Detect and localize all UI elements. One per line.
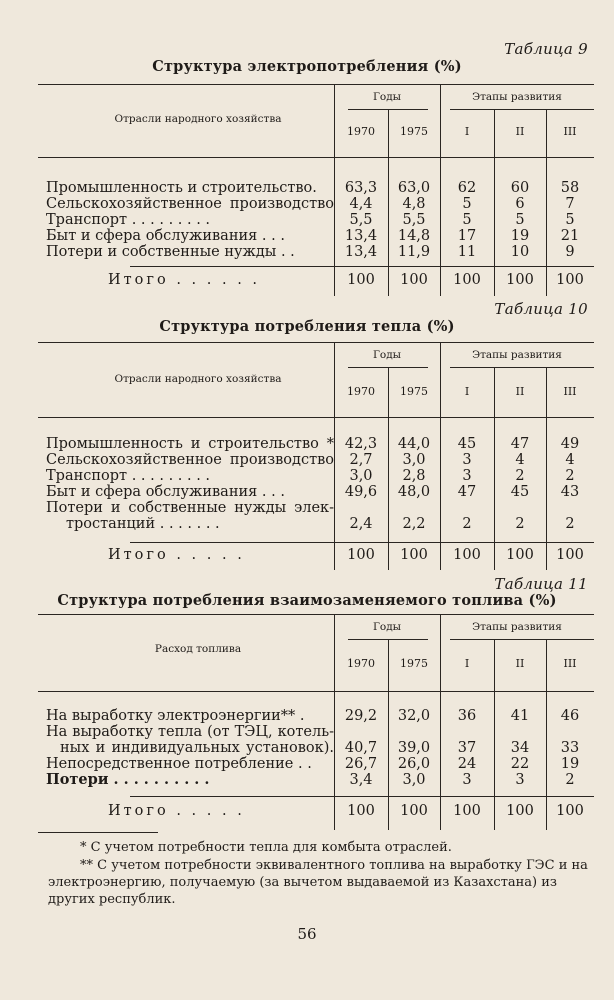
- table-row: Потери и собственные нужды . . 13,4 11,9 11 10 9: [46, 244, 575, 260]
- table-row: Потери и собственные нужды элек-: [46, 500, 334, 516]
- table-9-header: [38, 85, 594, 158]
- table-row: На выработку электроэнергии** . 29,2 32,0 36 41 46: [46, 708, 580, 724]
- table-9-total-row: Итого . . . . . . 100 100 100 100 100: [108, 272, 584, 288]
- table-10-body: [38, 418, 594, 570]
- table-10-group-stages: Этапы развития: [472, 349, 562, 361]
- table-10-col-stage-2: II: [515, 385, 525, 398]
- table-9-group-years: Годы: [372, 91, 402, 103]
- table-11-header: [38, 615, 594, 692]
- table-10: [38, 342, 594, 570]
- table-11-row-header: Расход топлива: [154, 643, 242, 655]
- table-11-body: [38, 692, 594, 830]
- table-11-group-stages: Этапы развития: [472, 621, 562, 633]
- table-row: На выработку тепла (от ТЭЦ, котель-: [46, 724, 334, 740]
- table-11-group-years: Годы: [372, 621, 402, 633]
- table-row: тростанций . . . . . . . 2,4 2,2 2 2 2: [66, 516, 575, 532]
- table-11-col-stage-2: II: [515, 657, 525, 670]
- table-row: Быт и сфера обслуживания . . . 49,6 48,0 47 45 43: [46, 484, 580, 500]
- table-9-col-1970: 1970: [347, 125, 375, 138]
- table-10-label: Таблица 10: [494, 300, 588, 318]
- table-11-col-1970: 1970: [347, 657, 375, 670]
- table-row: Сельскохозяйственное производство 2,7 3,0 3 4 4: [46, 452, 575, 468]
- table-row: Промышленность и строительство. 63,3 63,0 62 60 58: [46, 180, 580, 196]
- table-row: Непосредственное потребление . . 26,7 26,0 24 22 19: [46, 756, 580, 772]
- table-row: Быт и сфера обслуживания . . . 13,4 14,8 17 19 21: [46, 228, 580, 244]
- table-row: ных и индивидуальных установок). 40,7 39,0 37 34 33: [60, 740, 580, 756]
- table-11-col-1975: 1975: [400, 657, 428, 670]
- table-9-label: Таблица 9: [504, 40, 588, 58]
- table-9-group-stages: Этапы развития: [472, 91, 562, 103]
- table-10-row-header: Отрасли народного хозяйства: [114, 373, 282, 385]
- table-9-row-header: Отрасли народного хозяйства: [114, 113, 282, 125]
- footnote-2: ** С учетом потребности эквивалентного топлива на выработку ГЭС и на электроэнергию, получаемую (за вычетом выдаваемой из Казахстана) из других республик.: [48, 858, 588, 907]
- table-10-col-stage-3: III: [563, 385, 577, 398]
- table-10-group-years: Годы: [372, 349, 402, 361]
- table-9-col-stage-1: I: [464, 125, 470, 138]
- table-row: Транспорт . . . . . . . . . 5,5 5,5 5 5 5: [46, 212, 575, 228]
- table-10-col-stage-1: I: [464, 385, 470, 398]
- table-10-total-row: Итого . . . . . 100 100 100 100 100: [108, 547, 584, 563]
- table-9-body: [38, 158, 594, 296]
- table-row: Транспорт . . . . . . . . . 3,0 2,8 3 2 2: [46, 468, 575, 484]
- table-11-col-stage-3: III: [563, 657, 577, 670]
- table-9-col-stage-3: III: [563, 125, 577, 138]
- table-row: Промышленность и строительство * 42,3 44,0 45 47 49: [46, 436, 580, 452]
- table-10-col-1975: 1975: [400, 385, 428, 398]
- table-10-col-1970: 1970: [347, 385, 375, 398]
- table-10-header: [38, 343, 594, 418]
- table-row: Сельскохозяйственное производство 4,4 4,8 5 6 7: [46, 196, 575, 212]
- footnote-1: * С учетом потребности тепла для комбыта отраслей.: [80, 840, 452, 855]
- table-10-title: Структура потребления тепла (%): [159, 318, 455, 335]
- table-11-title: Структура потребления взаимозаменяемого топлива (%): [57, 592, 557, 609]
- table-11-total-row: Итого . . . . . 100 100 100 100 100: [108, 803, 584, 819]
- table-row: Потери . . . . . . . . . . 3,4 3,0 3 3 2: [46, 772, 575, 788]
- table-11-col-stage-1: I: [464, 657, 470, 670]
- page-number: 56: [297, 925, 317, 943]
- table-11: [38, 614, 594, 830]
- table-9-col-1975: 1975: [400, 125, 428, 138]
- table-11-label: Таблица 11: [494, 575, 588, 593]
- table-9-col-stage-2: II: [515, 125, 525, 138]
- table-9-title: Структура электропотребления (%): [152, 58, 462, 75]
- footnote-divider: [38, 832, 158, 833]
- table-9: [38, 84, 594, 296]
